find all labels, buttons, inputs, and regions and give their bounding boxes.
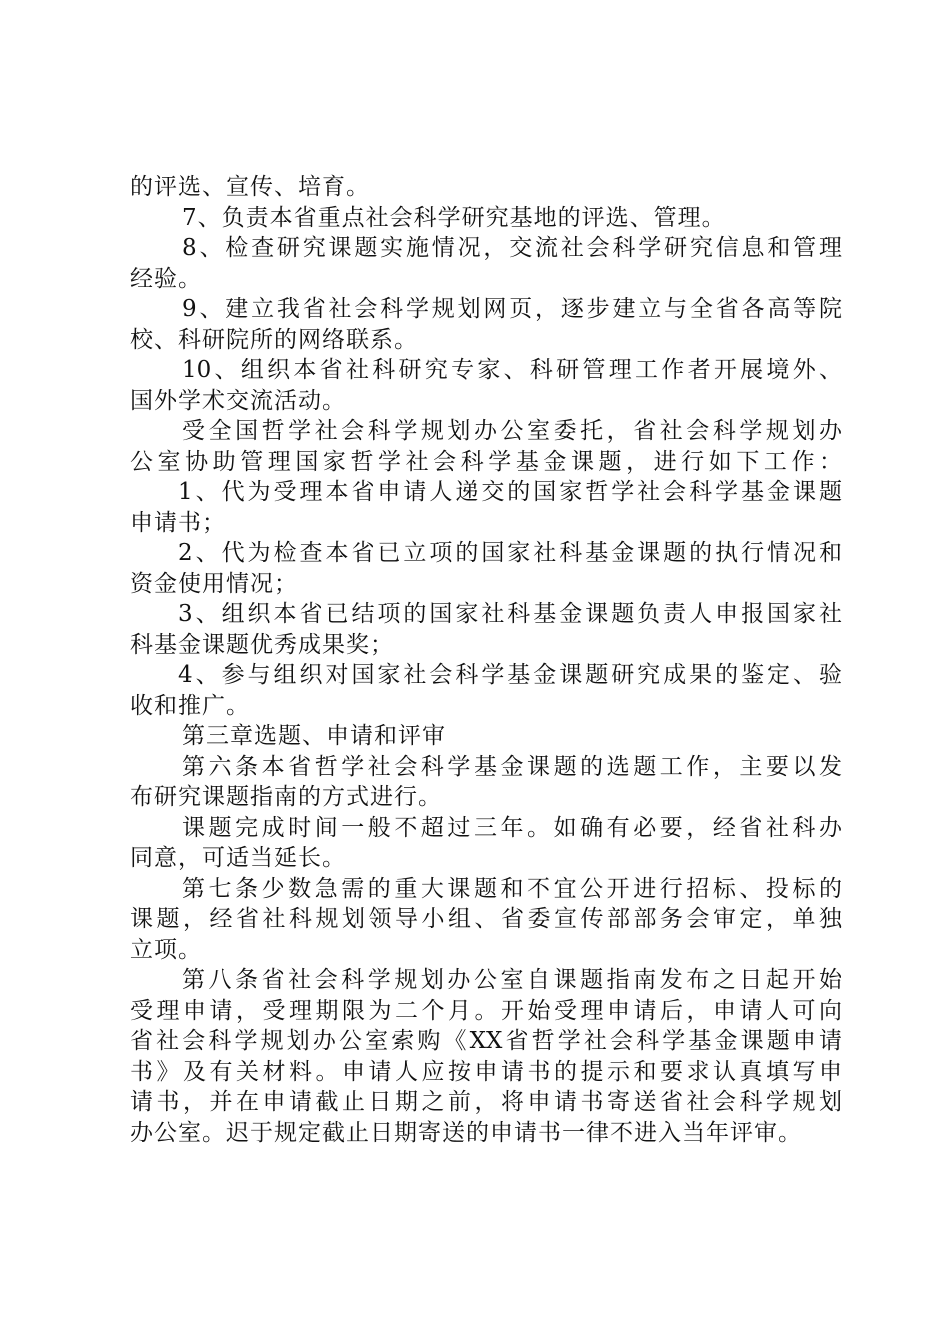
text-line: 7、负责本省重点社会科学研究基地的评选、管理。 xyxy=(182,204,726,231)
text-line: 申请书； xyxy=(130,509,226,536)
text-line: 1、代为受理本省申请人递交的国家哲学社会科学基金课题 xyxy=(178,479,842,505)
text-line: 第八条省社会科学规划办公室自课题指南发布之日起开始 xyxy=(182,967,842,993)
text-line: 8、检查研究课题实施情况，交流社会科学研究信息和管理 xyxy=(182,235,842,261)
document-body xyxy=(130,172,842,1148)
text-line: 第六条本省哲学社会科学基金课题的选题工作，主要以发 xyxy=(182,753,842,780)
text-line: 4、参与组织对国家社会科学基金课题研究成果的鉴定、验 xyxy=(178,662,842,688)
text-line: 受全国哲学社会科学规划办公室委托，省社会科学规划办 xyxy=(182,418,842,444)
text-line: 9、建立我省社会科学规划网页，逐步建立与全省各高等院 xyxy=(182,296,842,322)
text-line: 课题完成时间一般不超过三年。如确有必要，经省社科办 xyxy=(182,814,842,841)
text-line: 收和推广。 xyxy=(130,692,250,719)
text-line: 第七条少数急需的重大课题和不宜公开进行招标、投标的 xyxy=(182,875,842,902)
text-line: 书》及有关材料。申请人应按申请书的提示和要求认真填写申 xyxy=(130,1058,842,1085)
text-line: 国外学术交流活动。 xyxy=(130,387,346,414)
text-line: 2、代为检查本省已立项的国家社科基金课题的执行情况和 xyxy=(178,540,842,566)
text-line: 请书，并在申请截止日期之前，将申请书寄送省社会科学规划 xyxy=(130,1089,842,1115)
text-line: 10、组织本省社科研究专家、科研管理工作者开展境外、 xyxy=(182,357,842,383)
chapter-heading: 第三章选题、申请和评审 xyxy=(182,723,446,749)
text-line: 省社会科学规划办公室索购《XX省哲学社会科学基金课题申请 xyxy=(130,1028,842,1054)
text-line: 科基金课题优秀成果奖； xyxy=(130,631,394,658)
text-line: 经验。 xyxy=(130,265,202,292)
text-line: 资金使用情况； xyxy=(130,570,298,597)
text-line: 办公室。迟于规定截止日期寄送的申请书一律不进入当年评审。 xyxy=(130,1119,802,1146)
text-line: 课题，经省社科规划领导小组、省委宣传部部务会审定，单独 xyxy=(130,906,842,932)
text-line: 受理申请，受理期限为二个月。开始受理申请后，申请人可向 xyxy=(130,997,842,1024)
text-line: 的评选、宣传、培育。 xyxy=(130,174,370,200)
text-line: 3、组织本省已结项的国家社科基金课题负责人申报国家社 xyxy=(178,601,842,627)
text-line: 布研究课题指南的方式进行。 xyxy=(130,784,442,810)
text-line: 校、科研院所的网络联系。 xyxy=(130,326,418,353)
text-line: 公室协助管理国家哲学社会科学基金课题，进行如下工作： xyxy=(130,448,842,475)
text-line: 同意，可适当延长。 xyxy=(130,845,346,871)
text-line: 立项。 xyxy=(130,936,202,963)
